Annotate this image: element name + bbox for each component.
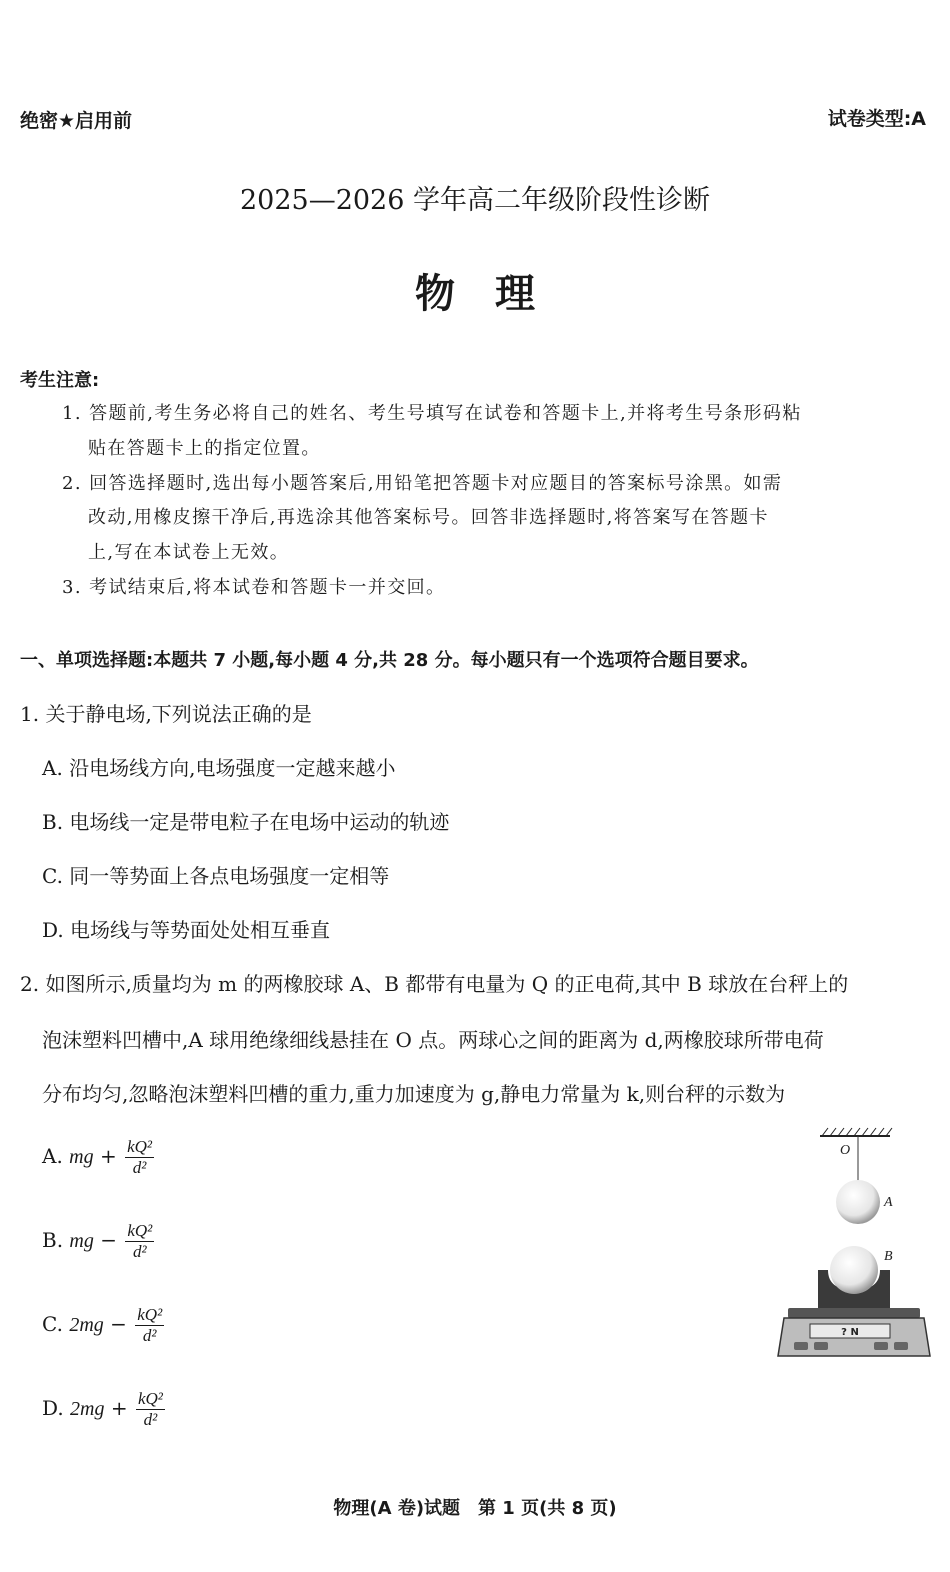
option-lhs: 2mg: [69, 1314, 104, 1336]
scale-platform: [788, 1308, 920, 1318]
point-o-label: O: [840, 1143, 851, 1158]
fraction-denominator: d²: [143, 1410, 158, 1429]
ball-a-label: A: [884, 1195, 893, 1210]
fraction: [125, 1138, 154, 1177]
question-1-stem: 1. 关于静电场,下列说法正确的是: [20, 702, 312, 726]
option-label: A.: [42, 1144, 63, 1168]
fraction-denominator: d²: [142, 1326, 157, 1345]
fraction: [135, 1306, 164, 1345]
page-footer: 物理(A 卷)试题 第 1 页(共 8 页): [333, 1498, 617, 1519]
scale-readout: ? N: [841, 1327, 859, 1338]
ball-b-label: B: [884, 1249, 893, 1264]
option-label: B.: [42, 1228, 64, 1252]
option-lhs: 2mg: [70, 1398, 105, 1420]
q2-option-b: [42, 1222, 154, 1261]
question-2-stem-line: 泡沫塑料凹槽中,A 球用绝缘细线悬挂在 O 点。两球心之间的距离为 d,两橡胶球所带电荷: [42, 1028, 824, 1052]
subject-title: 物 理: [415, 271, 535, 317]
q2-figure: [770, 1120, 940, 1370]
notice-line: 1. 答题前,考生务必将自己的姓名、考生号填写在试卷和答题卡上,并将考生号条形码粘: [62, 403, 802, 424]
option-lhs: mg: [69, 1146, 94, 1168]
notice-line: 改动,用橡皮擦干净后,再选涂其他答案标号。回答非选择题时,将答案写在答题卡: [88, 507, 769, 528]
q2-option-a: [42, 1138, 154, 1177]
fraction: [125, 1222, 154, 1261]
q1-option-d: D. 电场线与等势面处处相互垂直: [42, 918, 331, 942]
fraction-numerator: kQ²: [127, 1137, 153, 1156]
notice-heading: 考生注意:: [20, 370, 100, 391]
q1-option-a: A. 沿电场线方向,电场强度一定越来越小: [42, 756, 396, 780]
option-label: C.: [42, 1312, 63, 1336]
q2-option-d: [42, 1390, 165, 1429]
option-label: D.: [42, 1396, 64, 1420]
notice-line: 3. 考试结束后,将本试卷和答题卡一并交回。: [62, 577, 446, 598]
ball-b: [830, 1246, 878, 1294]
question-2-stem-line: 分布均匀,忽略泡沫塑料凹槽的重力,重力加速度为 g,静电力常量为 k,则台秤的示数为: [42, 1082, 786, 1106]
notice-line: 贴在答题卡上的指定位置。: [88, 438, 321, 459]
q1-option-b: B. 电场线一定是带电粒子在电场中运动的轨迹: [42, 810, 450, 834]
fraction-denominator: d²: [132, 1158, 147, 1177]
option-operator: −: [100, 1228, 117, 1252]
ceiling-hatch: [822, 1128, 892, 1136]
q2-option-c: [42, 1306, 164, 1345]
fraction-numerator: kQ²: [127, 1221, 153, 1240]
fraction-denominator: d²: [133, 1242, 147, 1261]
q1-option-c: C. 同一等势面上各点电场强度一定相等: [42, 864, 390, 888]
exam-title: 2025—2026 学年高二年级阶段性诊断: [239, 185, 710, 216]
option-lhs: mg: [69, 1230, 94, 1252]
confidential-label: 绝密★启用前: [20, 110, 133, 132]
notice-line: 2. 回答选择题时,选出每小题答案后,用铅笔把答题卡对应题目的答案标号涂黑。如需: [62, 473, 783, 494]
option-operator: −: [110, 1312, 127, 1336]
section-heading: 一、单项选择题:本题共 7 小题,每小题 4 分,共 28 分。每小题只有一个选项符合题目要求。: [20, 650, 759, 671]
fraction: [136, 1390, 165, 1429]
notice-line: 上,写在本试卷上无效。: [88, 542, 290, 563]
fraction-numerator: kQ²: [137, 1389, 163, 1408]
option-operator: +: [110, 1396, 128, 1420]
ball-a: [836, 1180, 880, 1224]
paper-type-label: 试卷类型:A: [827, 108, 926, 130]
fraction-numerator: kQ²: [137, 1305, 163, 1324]
question-2-stem-line: 2. 如图所示,质量均为 m 的两橡胶球 A、B 都带有电量为 Q 的正电荷,其中 B 球放在台秤上的: [20, 972, 849, 996]
option-operator: +: [99, 1144, 117, 1168]
